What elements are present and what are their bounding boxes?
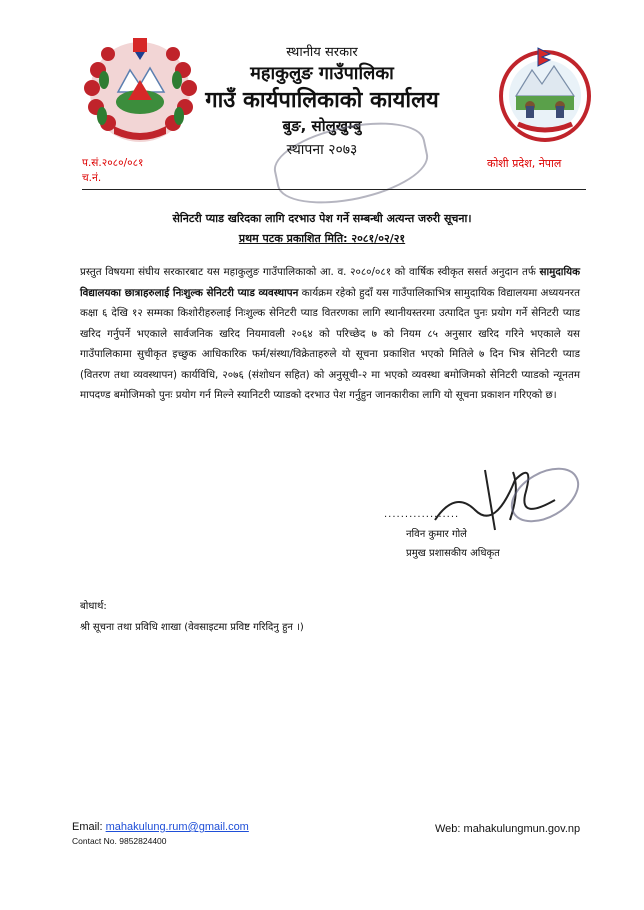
established-year: स्थापना २०७३ — [286, 142, 358, 158]
notice-body-bold: सामुदायिक विद्यालयका छात्राहरुलाई निःशुल्क सेनिटरी प्याड व्यवस्थापन — [80, 266, 580, 299]
office-address: बुङ, सोलुखुम्बु — [282, 117, 362, 135]
footer-contact: Contact No. 9852824400 — [72, 836, 167, 846]
reference-number: प.सं.२०८०/०८१ — [82, 157, 144, 169]
footer-email — [72, 821, 249, 833]
header-divider — [82, 189, 586, 190]
dispatch-number: च.नं. — [82, 172, 102, 184]
email-label: Email: — [72, 821, 103, 833]
footer-website[interactable]: Web: mahakulungmun.gov.np — [435, 823, 581, 835]
signatory-name: नविन कुमार गोले — [406, 529, 467, 540]
government-label: स्थानीय सरकार — [286, 45, 358, 60]
cc-heading: बोधार्थ: — [80, 601, 107, 612]
email-link[interactable]: mahakulung.rum@gmail.com — [105, 821, 249, 833]
notice-body — [80, 262, 580, 406]
notice-body-part1: प्रस्तुत विषयमा संघीय सरकारबाट यस महाकुलुङ गाउँपालिकाको आ. व. २०८०/०८१ को वार्षिक स्वीकृत ससर्त अनुदान तर्फ — [80, 266, 540, 278]
notice-published-date: प्रथम पटक प्रकाशित मिति: २०८१/०२/२१ — [238, 232, 406, 245]
signatory-title: प्रमुख प्रशासकीय अधिकृत — [406, 548, 500, 559]
notice-body-part2: कार्यक्रम रहेको हुदाँ यस गाउँपालिकाभित्र सामुदायिक विद्यालयमा अध्ययनरत कक्षा ६ देखि १२ सम्मका किशोरीहरुलाई निःशुल्क सेनिटरी प्याड वितरणका लागि स्थानीयस्तरमा उत्पादित पुनः प्रयोग गर्ने सेनिटरी प्याड खरिद गर्नुपर्ने भएकाले सार्वजनिक खरिद नियमावली २०६४ को परिच्छेद ७ को नियम ८५ अनुसार खरिद गरिने भएकाले यस गाउँपालिकामा सुचीकृत इच्छुक आधिकारिक फर्म/संस्था/विक्रेताहरुले यो सूचना प्रकाशित भएको मितिले ७ दिन भित्र सेनिटरी प्याड (वितरण तथा व्यवस्थापन) कार्यविधि, २०७६ (संशोधन सहित) को अनुसूची-२ मा भएको व्यवस्था बमोजिमको सेनिटरी प्याडको न्यूनतम मापदण्ड बमोजिमको पुनः प्रयोग गर्न मिल्ने स्यानिटरी प्याडको दरभाउ पेश गर्नुहुन जानकारीका लागि यो सूचना प्रकाशन गरिएको छ। — [80, 286, 580, 401]
cc-item: श्री सूचना तथा प्रविधि शाखा (वेवसाइटमा प्रविष्ट गरिदिनु हुन ।) — [80, 622, 304, 633]
municipality-name: महाकुलुङ गाउँपालिका — [250, 63, 394, 84]
signature-line: .................. — [384, 509, 460, 520]
province-label: कोशी प्रदेश, नेपाल — [487, 157, 562, 170]
office-name: गाउँ कार्यपालिकाको कार्यालय — [205, 88, 439, 113]
notice-subject: सेनिटरी प्याड खरिदका लागि दरभाउ पेश गर्ने सम्बन्धी अत्यन्त जरुरी सूचना। — [172, 212, 472, 225]
